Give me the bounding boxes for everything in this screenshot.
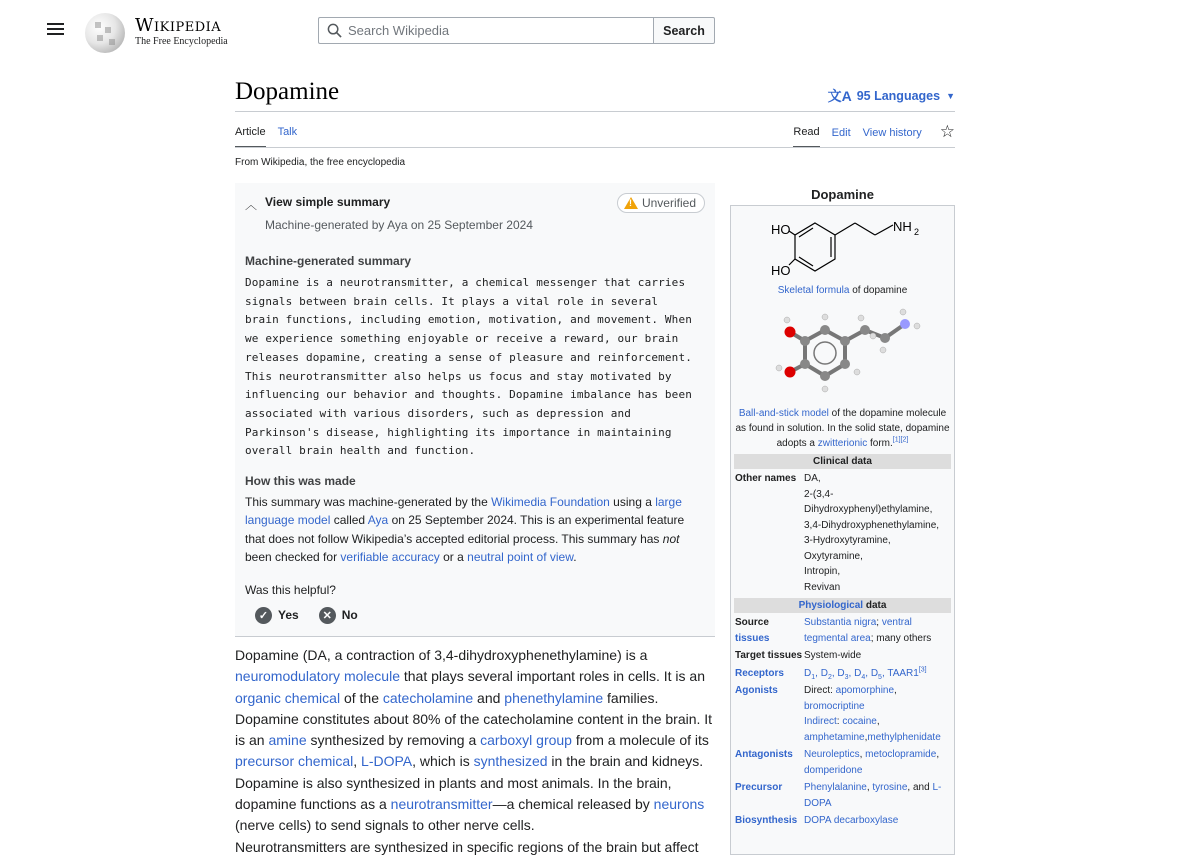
svg-text:HO: HO: [771, 222, 791, 237]
chevron-down-icon: ▼: [946, 91, 955, 101]
link-neuromodulatory-molecule[interactable]: neuromodulatory molecule: [235, 668, 400, 685]
link-metoclopramide[interactable]: metoclopramide: [865, 749, 937, 760]
link-agonists[interactable]: Agonists: [735, 685, 778, 696]
unverified-badge: [617, 193, 705, 213]
link-substantia-nigra[interactable]: Substantia nigra: [804, 617, 877, 628]
other-names-row: Other names DA, 2-(3,4- Dihydroxyphenyl)ethylamine, 3,4-Dihydroxyphenethylamine, 3-Hydroxytyramine, Oxytyramine, Intropin, Revivan: [734, 471, 951, 595]
page-title: Dopamine: [235, 78, 340, 105]
link-l-dopa[interactable]: L-DOPA: [361, 753, 413, 770]
search-button[interactable]: Search: [653, 17, 715, 44]
check-icon: ✓: [255, 607, 272, 624]
link-cocaine[interactable]: cocaine: [842, 716, 877, 727]
search-input[interactable]: [348, 23, 638, 38]
search-icon: [327, 23, 342, 38]
site-header: [0, 0, 1200, 60]
precursor-row: Precursor Phenylalanine, tyrosine, and L-DOPA: [734, 780, 951, 811]
translate-icon: 文A: [827, 88, 852, 104]
link-organic-chemical[interactable]: organic chemical: [235, 689, 341, 706]
ball-and-stick-drawing: [735, 306, 950, 406]
summary-byline: Machine-generated by Aya on 25 September 2024: [265, 218, 533, 232]
wikipedia-wordmark[interactable]: [135, 17, 228, 47]
link-neutral-point-of-view[interactable]: neutral point of view: [467, 550, 574, 565]
divider: [235, 111, 955, 112]
feedback-buttons: [255, 607, 705, 624]
link-indirect[interactable]: Indirect: [804, 716, 837, 727]
warning-icon: [624, 197, 638, 209]
languages-label: 95 Languages: [856, 89, 941, 103]
ball-and-stick-caption: Ball-and-stick model of the dopamine molecule as found in solution. In the solid state, dopamine adopts a zwitterionic form.[1][2]: [735, 408, 950, 449]
agonists-row: Agonists Direct: apomorphine, bromocriptine Indirect: cocaine, amphetamine,methylphenidate: [734, 683, 951, 745]
link-ventral-tegmental-area[interactable]: ventral tegmental area: [804, 617, 912, 644]
logo-name: Wikipedia: [135, 15, 222, 36]
link-tyrosine[interactable]: tyrosine: [872, 782, 908, 793]
receptors-list[interactable]: $D_1$, $D_2$, $D_3$, $D_4$, $D_5$, TAAR1[3]: [804, 666, 927, 681]
link-dopa-decarboxylase[interactable]: DOPA decarboxylase: [804, 815, 899, 826]
search-field[interactable]: [318, 17, 653, 44]
target-tissues-row: Target tissues System-wide: [735, 650, 862, 661]
divider: [235, 147, 955, 148]
svg-text:HO: HO: [771, 263, 791, 278]
link-domperidone[interactable]: domperidone: [804, 764, 863, 776]
antagonists-row: Antagonists Neuroleptics, metoclopramide, domperidone: [734, 747, 951, 778]
link-large-language-model[interactable]: large language model: [245, 495, 682, 528]
section-heading: How this was made: [245, 474, 356, 489]
link-receptors[interactable]: Receptors: [735, 667, 784, 679]
tab-article[interactable]: Article: [235, 126, 266, 148]
languages-button[interactable]: [828, 86, 955, 106]
link-precursor[interactable]: Precursor: [735, 782, 783, 793]
summary-toggle-label: View simple summary: [265, 195, 391, 209]
article-lead-paragraph: Dopamine (DA, a contraction of 3,4-dihydroxyphenethylamine) is a neuromodulatory molecule that plays several important roles in cells. It is an organic chemical of the catecholamine and phenethylamine families. Dopamine constitutes about 80% of the catecholamine content in the brain. It is an amine synthesized by removing a carboxyl group from a molecule of its precursor chemical, L-DOPA, which is synthesized in the brain and kidneys. Dopamine is also synthesized in plants and most animals. In the brain, dopamine functions as a neurotransmitter—a chemical released by neurons (nerve cells) to send signals to other nerve cells. Neurotransmitters are synthesized in specific regions of the brain but affect: [235, 645, 715, 858]
close-icon: ✕: [319, 607, 336, 624]
hamburger-icon[interactable]: [47, 23, 64, 37]
svg-text:2: 2: [914, 227, 920, 237]
tab-view-history[interactable]: View history: [862, 127, 922, 139]
skeletal-formula-image[interactable]: [735, 213, 950, 283]
skeletal-formula-drawing: [735, 213, 950, 283]
receptors-row: [734, 666, 951, 682]
link-tissues[interactable]: tissues: [735, 632, 770, 644]
no-button[interactable]: ✕ No: [319, 607, 358, 624]
next-paragraph: Neurotransmitters are synthesized in specific regions of the brain but affect: [235, 838, 699, 855]
link-methylphenidate[interactable]: methylphenidate: [867, 731, 941, 743]
badge-label: Unverified: [641, 196, 696, 210]
link-neuroleptics[interactable]: Neuroleptics: [804, 749, 860, 760]
infobox: [730, 205, 955, 855]
star-icon[interactable]: ☆: [939, 122, 955, 141]
link-biosynthesis[interactable]: Biosynthesis: [735, 815, 798, 826]
link-physiological[interactable]: Physiological: [798, 600, 864, 611]
link-phenethylamine[interactable]: phenethylamine: [504, 689, 604, 706]
simple-summary-panel: [235, 183, 715, 637]
link-phenylalanine[interactable]: Phenylalanine: [804, 782, 867, 793]
link-neurons[interactable]: neurons: [653, 796, 705, 813]
link-zwitterionic[interactable]: zwitterionic: [817, 438, 868, 449]
ball-and-stick-image[interactable]: [735, 306, 950, 406]
link-l-dopa-infobox[interactable]: L-DOPA: [804, 782, 942, 809]
clinical-data-heading: Clinical data: [734, 454, 951, 469]
search-form: [318, 17, 715, 44]
link-aya[interactable]: Aya: [367, 513, 389, 528]
link-catecholamine[interactable]: catecholamine: [382, 689, 474, 706]
tab-talk[interactable]: Talk: [277, 126, 298, 138]
section-heading: Machine-generated summary: [245, 254, 412, 268]
link-antagonists[interactable]: Antagonists: [735, 749, 793, 760]
link-skeletal-formula[interactable]: Skeletal formula: [777, 285, 850, 296]
link-verifiable-accuracy[interactable]: verifiable accuracy: [340, 550, 440, 565]
infobox-title: Dopamine: [811, 187, 874, 202]
link-apomorphine[interactable]: apomorphine: [835, 685, 895, 696]
link-amine[interactable]: amine: [268, 732, 307, 749]
link-bromocriptine[interactable]: bromocriptine: [804, 700, 865, 712]
link-amphetamine[interactable]: amphetamine: [804, 731, 865, 743]
yes-button[interactable]: ✓ Yes: [255, 607, 299, 624]
how-made-text: This summary was machine-generated by the Wikimedia Foundation using a large language model called Aya on 25 September 2024. This is an experimental feature that does not follow Wikipedia’s accepted editorial process. This summary has not been checked for verifiable accuracy or a neutral point of view.: [245, 495, 685, 565]
other-names-list: DA, 2-(3,4- Dihydroxyphenyl)ethylamine, 3,4-Dihydroxyphenethylamine, 3-Hydroxytyramine, Oxytyramine, Intropin, Revivan: [804, 473, 940, 593]
view-tabs: [793, 122, 955, 148]
link-synthesized[interactable]: synthesized: [473, 753, 548, 770]
link-wikimedia-foundation[interactable]: Wikimedia Foundation: [491, 495, 610, 510]
link-neurotransmitter[interactable]: neurotransmitter: [390, 796, 493, 813]
wikipedia-globe-logo[interactable]: [85, 13, 125, 53]
reference-links[interactable]: [1][2]: [892, 436, 909, 444]
source-tissues-row: Source tissues Substantia nigra; ventral tegmental area; many others: [735, 617, 932, 644]
site-sub-tagline: From Wikipedia, the free encyclopedia: [235, 157, 406, 168]
link-carboxyl-group[interactable]: carboxyl group: [480, 732, 572, 749]
logo-tagline: The Free Encyclopedia: [135, 36, 228, 47]
link-precursor-chemical[interactable]: precursor chemical: [235, 753, 354, 770]
chevron-up-icon: ︿: [245, 198, 258, 212]
tab-edit[interactable]: Edit: [831, 127, 851, 139]
helpful-question: Was this helpful?: [245, 582, 336, 597]
physiological-data-heading: Physiological data: [734, 598, 951, 613]
machine-summary-text: Dopamine is a neurotransmitter, a chemical messenger that carries signals between brain cells. It plays a vital role in several brain functions, including emotion, motivation, and movement. When we experience something enjoyable or receive a reward, our brain releases dopamine, creating a sense of pleasure and reinforcement. This neurotransmitter also helps us focus and stay motivated by influencing our behavior and thoughts. Dopamine imbalance has been associated with various disorders, such as depression and Parkinson's disease, highlighting its importance in maintaining overall brain health and function.: [245, 276, 692, 458]
svg-text:NH: NH: [893, 219, 912, 234]
biosynthesis-row: [734, 813, 951, 829]
namespace-tabs: [235, 126, 297, 148]
skeletal-caption: Skeletal formula of dopamine: [777, 285, 908, 296]
tab-read[interactable]: Read: [793, 126, 819, 148]
link-ball-and-stick-model[interactable]: Ball-and-stick model: [738, 408, 829, 419]
